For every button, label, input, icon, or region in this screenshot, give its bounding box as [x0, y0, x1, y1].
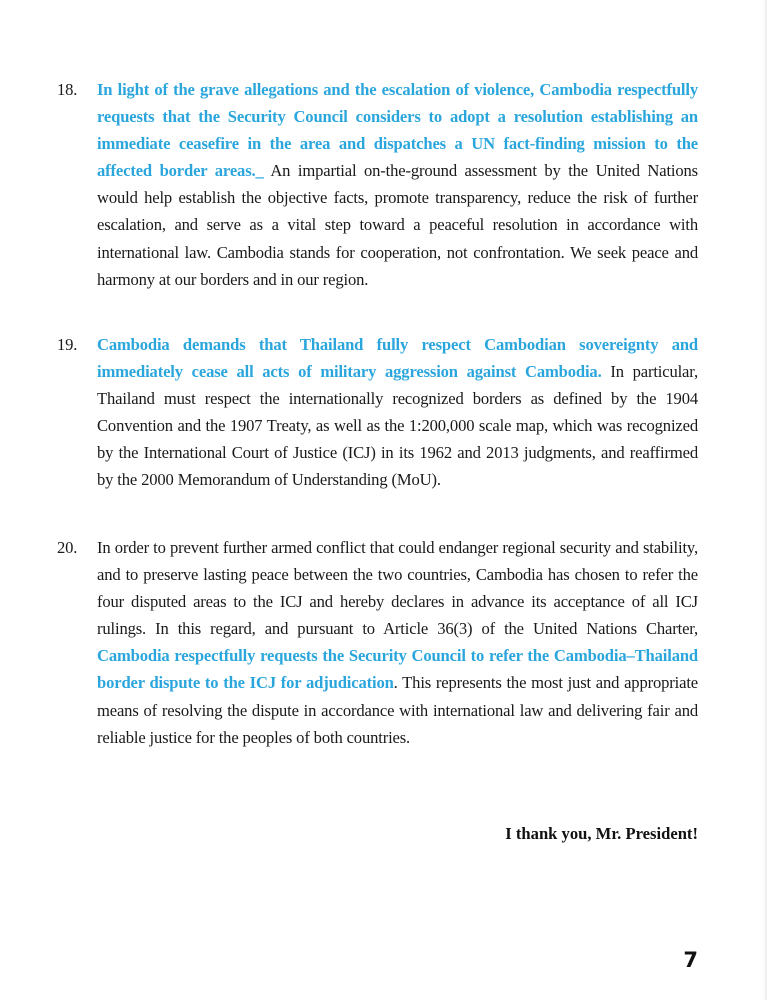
highlighted-text: Cambodia demands that Thailand fully respect Cambodian sovereignty and immediately cease all acts of military aggression against Cambodia. [97, 335, 698, 382]
closing-remark: I thank you, Mr. President! [505, 824, 698, 843]
paragraph-number: 18. [57, 80, 78, 99]
body-text: An impartial on-the-ground assessment by the United Nations would help establish the objective facts, promote transparency, reduce the risk of further escalation, and serve as a vital step toward a peaceful resolution in accordance with international law. Cambodia stands for cooperation, not confrontation. We seek peace and harmony at our borders and in our region. [97, 161, 698, 289]
paragraph-19 [57, 331, 698, 494]
highlighted-text: Cambodia respectfully requests the Security Council to refer the Cambodia–Thailand border dispute to the ICJ for adjudication [97, 646, 698, 693]
paragraph-18 [57, 76, 698, 293]
body-text: . This represents the most just and appropriate means of resolving the dispute in accordance with international law and delivering fair and reliable justice for the peoples of both countries. [97, 673, 698, 747]
page-number: 7 [683, 948, 698, 972]
paragraph-20 [57, 534, 698, 751]
highlighted-text: In light of the grave allegations and the escalation of violence, Cambodia respectfully requests that the Security Council considers to adopt a resolution establishing an immediate ceasefire in the area and dispatches a UN fact-finding mission to the affected border areas._ [97, 80, 698, 181]
paragraph-number: 20. [57, 538, 78, 557]
paragraph-number: 19. [57, 335, 78, 354]
page-edge [763, 0, 767, 1000]
body-text: In order to prevent further armed conflict that could endanger regional security and stability, and to preserve lasting peace between the two countries, Cambodia has chosen to refer the four disputed areas to the ICJ and hereby declares in advance its acceptance of all ICJ rulings. In this regard, and pursuant to Article 36(3) of the United Nations Charter, [97, 538, 698, 639]
body-text: In particular, Thailand must respect the internationally recognized borders as defined by the 1904 Convention and the 1907 Treaty, as well as the 1:200,000 scale map, which was recognized by the International Court of Justice (ICJ) in its 1962 and 2013 judgments, and reaffirmed by the 2000 Memorandum of Understanding (MoU). [97, 362, 698, 490]
